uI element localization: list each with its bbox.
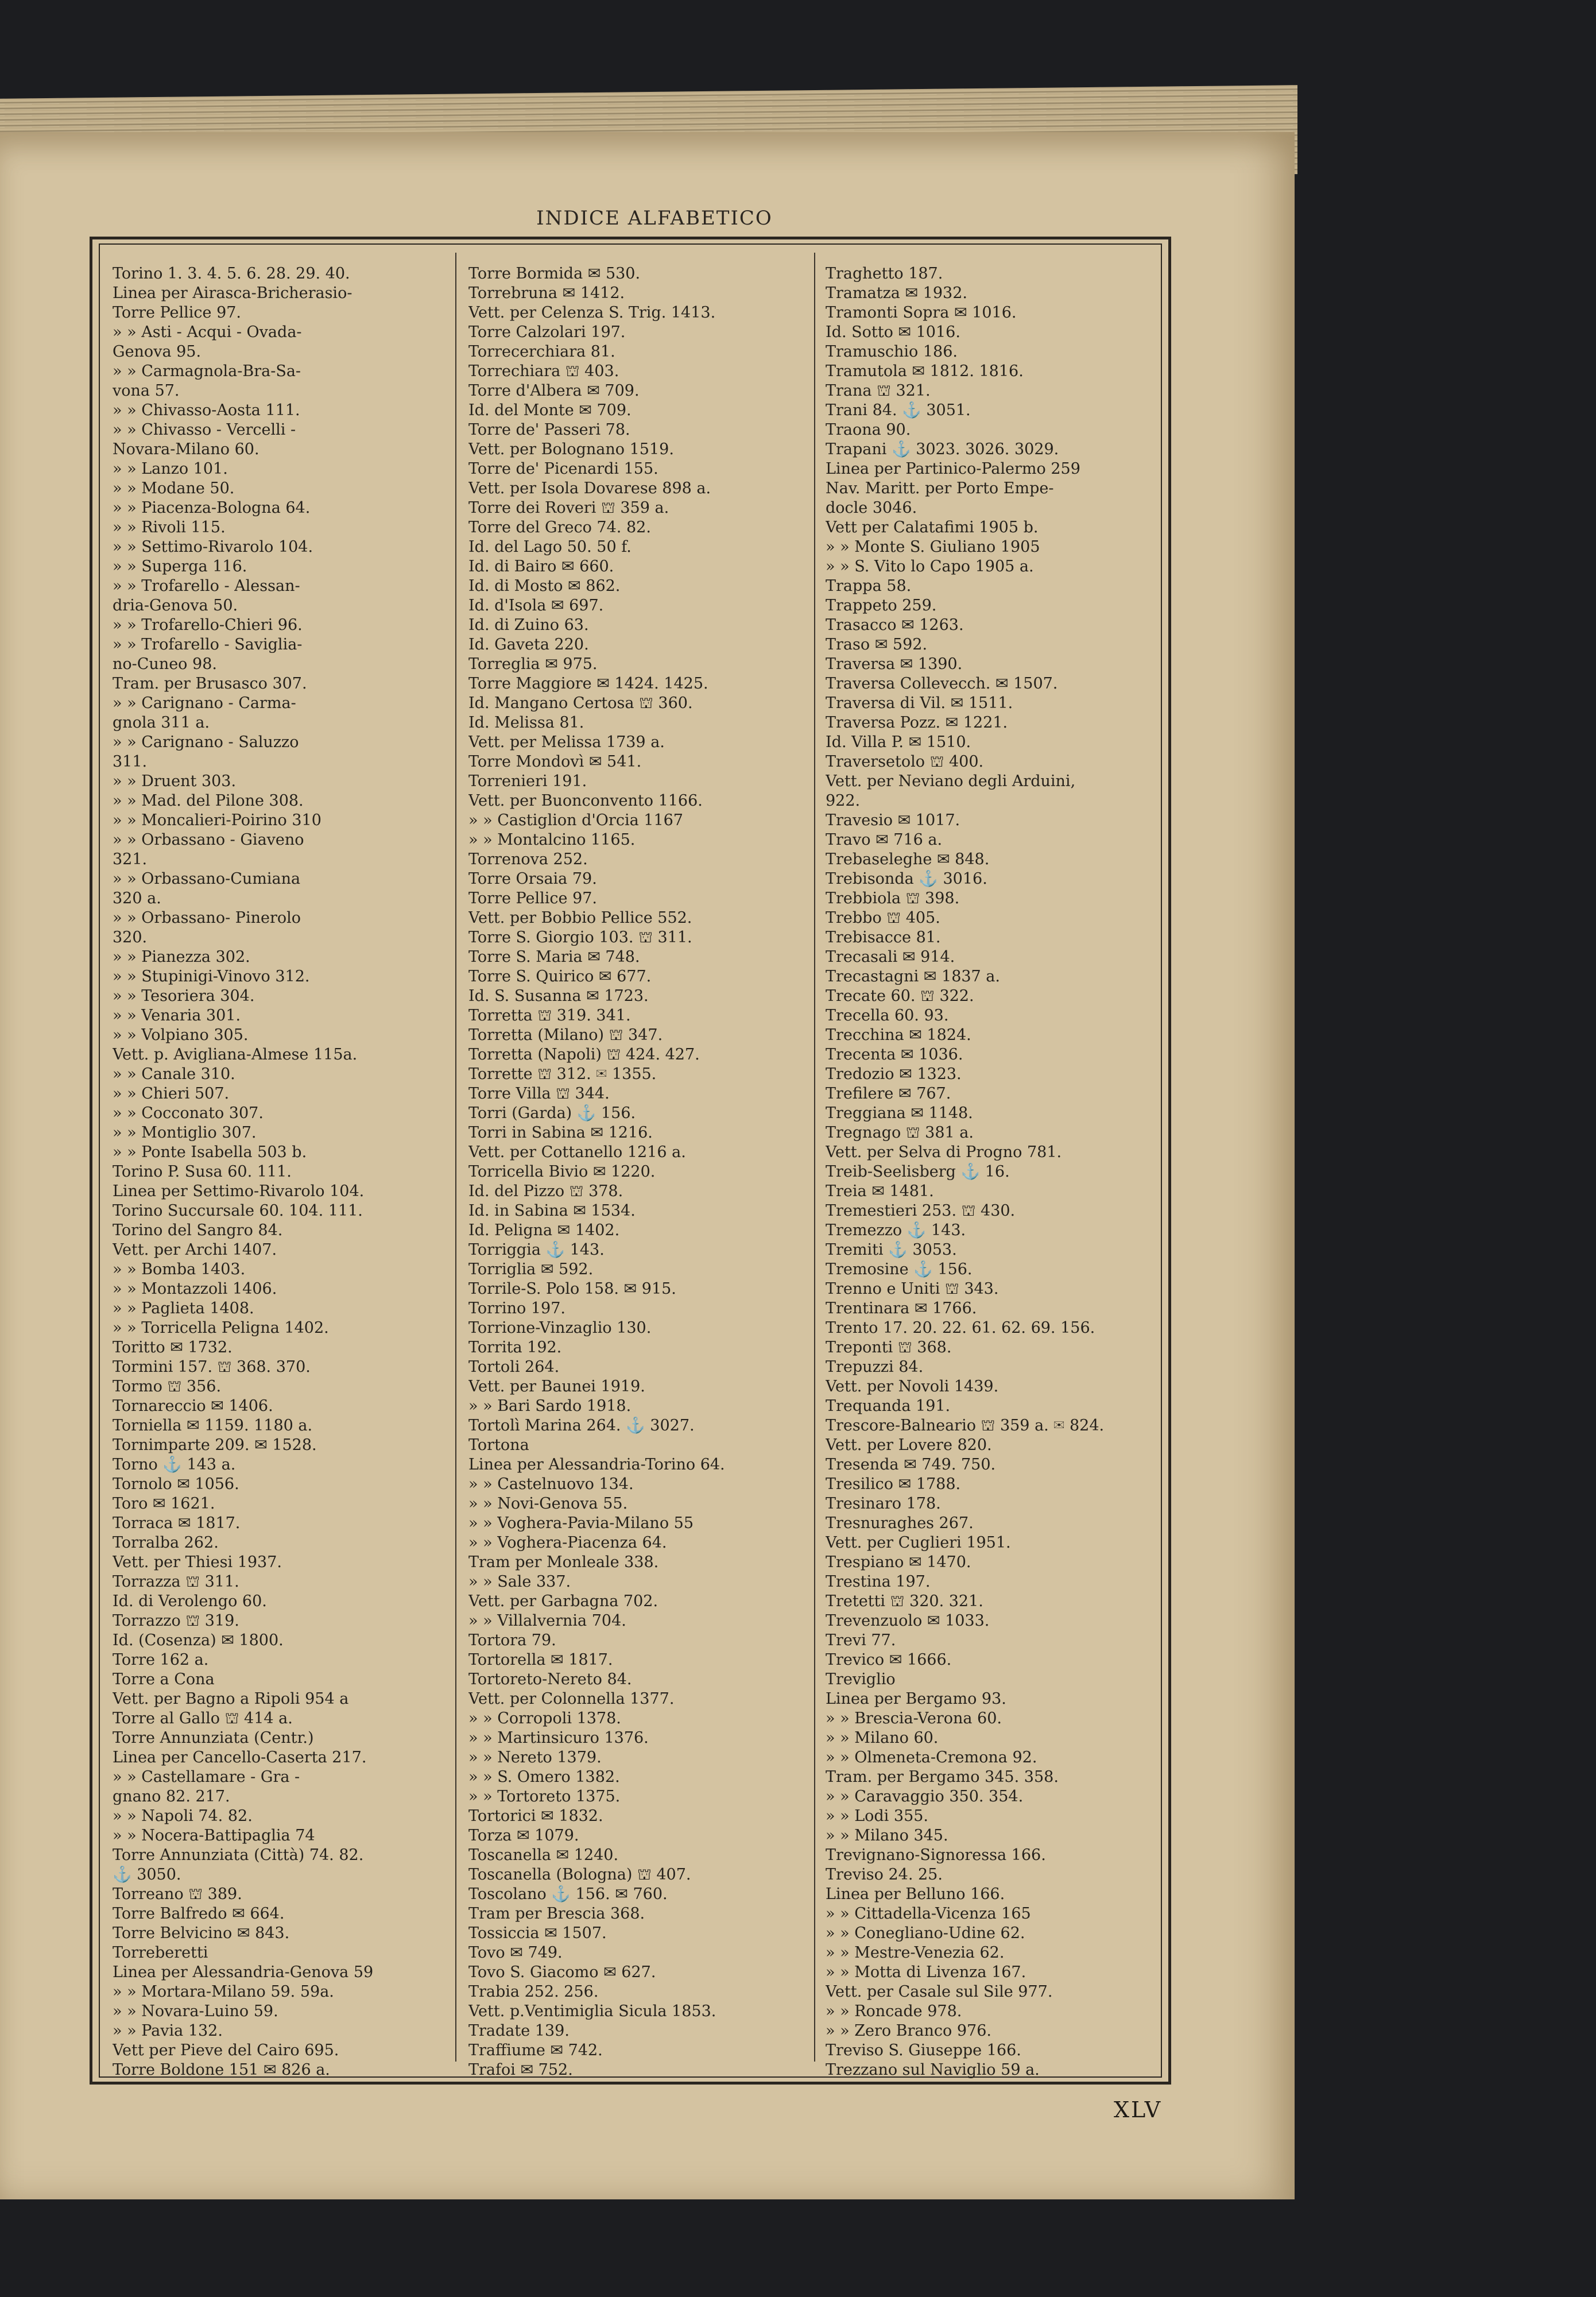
index-entry: » » Lanzo 101. <box>113 460 228 478</box>
index-entry: » » Voghera-Piacenza 64. <box>468 1534 667 1552</box>
index-entry: gnano 82. 217. <box>113 1788 230 1805</box>
index-entry: » » Tesoriera 304. <box>113 987 255 1005</box>
index-entry: Tramuschio 186. <box>826 343 958 361</box>
index-entry: » » Novara-Luino 59. <box>113 2002 278 2020</box>
index-entry: Linea per Alessandria-Torino 64. <box>468 1456 725 1474</box>
index-entry: » » Superga 116. <box>113 558 247 575</box>
index-entry: » » Motta di Livenza 167. <box>826 1963 1026 1981</box>
index-entry: Trequanda 191. <box>826 1397 951 1415</box>
index-entry: Torre del Greco 74. 82. <box>468 519 651 536</box>
index-entry: » » Monte S. Giuliano 1905 <box>826 538 1040 556</box>
index-entry: » » Mortara-Milano 59. 59a. <box>113 1983 334 2001</box>
index-entry: Tovo S. Giacomo ✉ 627. <box>468 1963 656 1981</box>
index-entry: » » Brescia-Verona 60. <box>826 1710 1002 1727</box>
index-column-1 <box>113 264 446 2080</box>
index-entry: » » Ponte Isabella 503 b. <box>113 1143 307 1161</box>
index-entry: » » Voghera-Pavia-Milano 55 <box>468 1514 694 1532</box>
index-entry: Trepuzzi 84. <box>826 1358 924 1376</box>
index-entry: Torre Pellice 97. <box>468 890 598 907</box>
index-entry: Tramonti Sopra ✉ 1016. <box>826 304 1017 322</box>
index-entry: Torre Balfredo ✉ 664. <box>113 1905 285 1923</box>
index-entry: Toscolano ⚓ 156. ✉ 760. <box>468 1885 668 1903</box>
index-entry: Torre Annunziata (Città) 74. 82. <box>113 1846 364 1864</box>
index-entry: Vett. per Selva di Progno 781. <box>826 1143 1062 1161</box>
index-entry: Tramatza ✉ 1932. <box>826 284 967 302</box>
index-entry: » » S. Vito lo Capo 1905 a. <box>826 558 1034 575</box>
index-entry: » » Cocconato 307. <box>113 1104 264 1122</box>
index-entry: Travo ✉ 716 a. <box>826 831 943 849</box>
index-entry: Treib-Seelisberg ⚓ 16. <box>826 1163 1010 1181</box>
index-entry: Id. del Pizzo ⛫ 378. <box>468 1182 623 1200</box>
index-entry: Torre Annunziata (Centr.) <box>113 1729 314 1747</box>
index-entry: Torreano ⛫ 389. <box>113 1885 242 1903</box>
index-entry: Vett per Pieve del Cairo 695. <box>113 2041 339 2059</box>
index-entry: Torre S. Giorgio 103. ⛫ 311. <box>468 929 692 946</box>
index-entry: Vett. per Garbagna 702. <box>468 1592 658 1610</box>
index-entry: » » Carignano - Carma- <box>113 694 296 712</box>
index-entry: Torrazzo ⛫ 319. <box>113 1612 239 1630</box>
index-entry: Traffiume ✉ 742. <box>468 2041 603 2059</box>
index-entry: Vett. per Novoli 1439. <box>826 1378 999 1395</box>
index-entry: Trecenta ✉ 1036. <box>826 1046 963 1064</box>
column-divider-1 <box>455 253 456 2062</box>
index-entry: Tornareccio ✉ 1406. <box>113 1397 273 1415</box>
index-entry: Trecate 60. ⛫ 322. <box>826 987 974 1005</box>
index-entry: Id. in Sabina ✉ 1534. <box>468 1202 636 1220</box>
index-entry: Torrenieri 191. <box>468 772 587 790</box>
index-entry: » » Rivoli 115. <box>113 519 226 536</box>
index-entry: » » Pavia 132. <box>113 2022 223 2040</box>
index-entry: Torrecerchiara 81. <box>468 343 615 361</box>
index-entry: Tortoli 264. <box>468 1358 560 1376</box>
index-entry: » » Orbassano- Pinerolo <box>113 909 301 927</box>
index-entry: » » Chieri 507. <box>113 1085 230 1103</box>
index-entry: Treggiana ✉ 1148. <box>826 1104 973 1122</box>
index-entry: Torri in Sabina ✉ 1216. <box>468 1124 653 1142</box>
index-entry: Tortora 79. <box>468 1631 556 1649</box>
index-entry: Traso ✉ 592. <box>826 636 928 653</box>
index-entry: Torreberetti <box>113 1944 208 1962</box>
index-entry: » » Tortoreto 1375. <box>468 1788 621 1805</box>
index-entry: Treviglio <box>826 1670 896 1688</box>
index-entry: Trana ⛫ 321. <box>826 382 931 400</box>
index-entry: Tramutola ✉ 1812. 1816. <box>826 362 1024 380</box>
index-entry: Id. Sotto ✉ 1016. <box>826 323 960 341</box>
index-entry: Id. di Verolengo 60. <box>113 1592 267 1610</box>
index-entry: » » Druent 303. <box>113 772 237 790</box>
index-entry: » » Montiglio 307. <box>113 1124 257 1142</box>
index-entry: Vett. p.Ventimiglia Sicula 1853. <box>468 2002 716 2020</box>
index-entry: Vett. per Baunei 1919. <box>468 1378 645 1395</box>
index-entry: Id. del Lago 50. 50 f. <box>468 538 632 556</box>
index-entry: Tresilico ✉ 1788. <box>826 1475 961 1493</box>
index-entry: Torre S. Maria ✉ 748. <box>468 948 640 966</box>
index-entry: » » Chivasso - Vercelli - <box>113 421 296 439</box>
index-entry: » » Venaria 301. <box>113 1007 241 1024</box>
index-entry: Traversa di Vil. ✉ 1511. <box>826 694 1013 712</box>
index-entry: » » Stupinigi-Vinovo 312. <box>113 968 310 985</box>
index-entry: Torino 1. 3. 4. 5. 6. 28. 29. 40. <box>113 265 350 283</box>
index-entry: Linea per Partinico-Palermo 259 <box>826 460 1080 478</box>
index-entry: Trevi 77. <box>826 1631 896 1649</box>
index-entry: Torre dei Roveri ⛫ 359 a. <box>468 499 669 517</box>
index-entry: » » Castiglion d'Orcia 1167 <box>468 811 683 829</box>
index-entry: » » S. Omero 1382. <box>468 1768 620 1786</box>
index-entry: Vett per Calatafimi 1905 b. <box>826 519 1039 536</box>
index-entry: Tortona <box>468 1436 529 1454</box>
index-entry: Id. Villa P. ✉ 1510. <box>826 733 971 751</box>
index-entry: Torretta (Milano) ⛫ 347. <box>468 1026 663 1044</box>
index-entry: Vett. per Bobbio Pellice 552. <box>468 909 692 927</box>
index-entry: Torre Belvicino ✉ 843. <box>113 1924 290 1942</box>
index-entry: Trecastagni ✉ 1837 a. <box>826 968 1000 985</box>
index-entry: Id. S. Susanna ✉ 1723. <box>468 987 649 1005</box>
index-entry: Tremezzo ⚓ 143. <box>826 1221 966 1239</box>
index-entry: Vett. per Cuglieri 1951. <box>826 1534 1011 1552</box>
index-entry: Vett. per Melissa 1739 a. <box>468 733 665 751</box>
index-entry: Trani 84. ⚓ 3051. <box>826 401 971 419</box>
index-entry: Vett. per Buonconvento 1166. <box>468 792 703 810</box>
index-column-3 <box>826 264 1159 2080</box>
index-entry: Trespiano ✉ 1470. <box>826 1553 971 1571</box>
index-entry: » » Nocera-Battipaglia 74 <box>113 1827 315 1844</box>
index-entry: » » Torricella Peligna 1402. <box>113 1319 329 1337</box>
index-entry: Vett. per Lovere 820. <box>826 1436 992 1454</box>
page-number: XLV <box>1114 2097 1163 2122</box>
index-entry: Trento 17. 20. 22. 61. 62. 69. 156. <box>826 1319 1095 1337</box>
index-entry: Torretta (Napoli) ⛫ 424. 427. <box>468 1046 700 1064</box>
index-entry: Trafoi ✉ 752. <box>468 2061 573 2079</box>
index-entry: Torino P. Susa 60. 111. <box>113 1163 292 1181</box>
index-entry: Torrita 192. <box>468 1339 562 1356</box>
index-entry: Torre Villa ⛫ 344. <box>468 1085 610 1103</box>
index-entry: Novara-Milano 60. <box>113 440 259 458</box>
index-entry: Linea per Settimo-Rivarolo 104. <box>113 1182 365 1200</box>
index-entry: » » Settimo-Rivarolo 104. <box>113 538 313 556</box>
index-entry: Vett. per Celenza S. Trig. 1413. <box>468 304 716 322</box>
index-entry: Trefilere ✉ 767. <box>826 1085 951 1103</box>
index-entry: Torre Orsaia 79. <box>468 870 597 888</box>
index-entry: » » Lodi 355. <box>826 1807 929 1825</box>
index-entry: Trebbiola ⛫ 398. <box>826 890 960 907</box>
index-entry: 321. <box>113 850 148 868</box>
index-entry: Tresenda ✉ 749. 750. <box>826 1456 996 1474</box>
index-entry: docle 3046. <box>826 499 917 517</box>
index-entry: » » Mestre-Venezia 62. <box>826 1944 1005 1962</box>
index-entry: Torri (Garda) ⚓ 156. <box>468 1104 636 1122</box>
index-entry: » » Montalcino 1165. <box>468 831 636 849</box>
index-entry: Id. Peligna ✉ 1402. <box>468 1221 620 1239</box>
index-entry: Trevico ✉ 1666. <box>826 1651 952 1669</box>
index-entry: » » Canale 310. <box>113 1065 235 1083</box>
index-entry: » » Conegliano-Udine 62. <box>826 1924 1025 1942</box>
index-entry: » » Cittadella-Vicenza 165 <box>826 1905 1031 1923</box>
index-entry: Tram. per Bergamo 345. 358. <box>826 1768 1059 1786</box>
index-entry: » » Carignano - Saluzzo <box>113 733 299 751</box>
index-entry: Id. Gaveta 220. <box>468 636 589 653</box>
index-entry: » » Carmagnola-Bra-Sa- <box>113 362 301 380</box>
index-entry: Tretetti ⛫ 320. 321. <box>826 1592 983 1610</box>
index-entry: Id. di Zuino 63. <box>468 616 589 634</box>
index-entry: » » Bomba 1403. <box>113 1260 246 1278</box>
index-entry: » » Mad. del Pilone 308. <box>113 792 304 810</box>
index-entry: » » Chivasso-Aosta 111. <box>113 401 300 419</box>
index-entry: Id. Mangano Certosa ⛫ 360. <box>468 694 693 712</box>
index-entry: Torre 162 a. <box>113 1651 209 1669</box>
index-entry: Trevignano-Signoressa 166. <box>826 1846 1046 1864</box>
index-entry: Trentinara ✉ 1766. <box>826 1300 977 1317</box>
index-entry: Traversa Collevecch. ✉ 1507. <box>826 675 1058 693</box>
index-entry: » » Volpiano 305. <box>113 1026 249 1044</box>
index-entry: Trezzano sul Naviglio 59 a. <box>826 2061 1040 2079</box>
index-entry: Tortoreto-Nereto 84. <box>468 1670 632 1688</box>
index-entry: Torretta ⛫ 319. 341. <box>468 1007 631 1024</box>
index-entry: Torraca ✉ 1817. <box>113 1514 241 1532</box>
index-entry: Torre Pellice 97. <box>113 304 242 322</box>
index-entry: Traona 90. <box>826 421 911 439</box>
index-entry: Id. Melissa 81. <box>468 714 584 732</box>
index-entry: Vett. per Archi 1407. <box>113 1241 277 1259</box>
index-entry: 922. <box>826 792 861 810</box>
index-entry: » » Villalvernia 704. <box>468 1612 626 1630</box>
index-entry: » » Milano 60. <box>826 1729 939 1747</box>
index-entry: Trecella 60. 93. <box>826 1007 949 1024</box>
index-entry: Treponti ⛫ 368. <box>826 1339 952 1356</box>
index-entry: Treviso S. Giuseppe 166. <box>826 2041 1021 2059</box>
index-entry: Tradate 139. <box>468 2022 570 2040</box>
index-entry: » » Modane 50. <box>113 479 235 497</box>
index-entry: Treviso 24. 25. <box>826 1866 943 1884</box>
index-entry: Traversa Pozz. ✉ 1221. <box>826 714 1008 732</box>
index-entry: Tregnago ⛫ 381 a. <box>826 1124 974 1142</box>
index-entry: Tornolo ✉ 1056. <box>113 1475 239 1493</box>
index-entry: Torre Maggiore ✉ 1424. 1425. <box>468 675 708 693</box>
index-entry: Id. del Monte ✉ 709. <box>468 401 632 419</box>
index-entry: Trebbo ⛫ 405. <box>826 909 940 927</box>
index-entry: Torrechiara ⛫ 403. <box>468 362 619 380</box>
index-entry: Trestina 197. <box>826 1573 931 1591</box>
index-entry: Traversa ✉ 1390. <box>826 655 963 673</box>
index-entry: » » Bari Sardo 1918. <box>468 1397 632 1415</box>
index-entry: Trasacco ✉ 1263. <box>826 616 964 634</box>
index-entry: » » Olmeneta-Cremona 92. <box>826 1749 1037 1766</box>
index-entry: Torrazza ⛫ 311. <box>113 1573 239 1591</box>
index-entry: Tortorici ✉ 1832. <box>468 1807 603 1825</box>
index-entry: Toritto ✉ 1732. <box>113 1339 233 1356</box>
index-entry: Torno ⚓ 143 a. <box>113 1456 236 1474</box>
index-entry: Torre S. Quirico ✉ 677. <box>468 968 652 985</box>
index-entry: Toscanella ✉ 1240. <box>468 1846 619 1864</box>
index-entry: Linea per Belluno 166. <box>826 1885 1005 1903</box>
index-entry: Torre d'Albera ✉ 709. <box>468 382 640 400</box>
index-entry: Torriggia ⚓ 143. <box>468 1241 605 1259</box>
index-entry: Id. di Bairo ✉ 660. <box>468 558 614 575</box>
index-entry: Torre al Gallo ⛫ 414 a. <box>113 1710 293 1727</box>
index-entry: Torriglia ✉ 592. <box>468 1260 594 1278</box>
index-entry: » » Orbassano - Giaveno <box>113 831 304 849</box>
index-entry: Treia ✉ 1481. <box>826 1182 934 1200</box>
index-entry: Torricella Bivio ✉ 1220. <box>468 1163 656 1181</box>
index-entry: Tremosine ⚓ 156. <box>826 1260 973 1278</box>
index-entry: Nav. Maritt. per Porto Empe- <box>826 479 1054 497</box>
index-entry: vona 57. <box>113 382 180 400</box>
index-entry: Torre Calzolari 197. <box>468 323 626 341</box>
index-entry: » » Napoli 74. 82. <box>113 1807 253 1825</box>
index-entry: Tossiccia ✉ 1507. <box>468 1924 607 1942</box>
index-entry: Genova 95. <box>113 343 202 361</box>
index-entry: Vett. per Casale sul Sile 977. <box>826 1983 1053 2001</box>
index-column-2 <box>468 264 801 2080</box>
index-entry: Vett. p. Avigliana-Almese 115a. <box>113 1046 358 1064</box>
index-entry: Tortorella ✉ 1817. <box>468 1651 613 1669</box>
index-entry: Tormo ⛫ 356. <box>113 1378 222 1395</box>
index-entry: Torre Boldone 151 ✉ 826 a. <box>113 2061 330 2079</box>
index-entry: Torniella ✉ 1159. 1180 a. <box>113 1417 313 1434</box>
index-entry: Vett. per Cottanello 1216 a. <box>468 1143 686 1161</box>
index-entry: Travesio ✉ 1017. <box>826 811 960 829</box>
index-entry: Torino del Sangro 84. <box>113 1221 283 1239</box>
index-entry: Trebaseleghe ✉ 848. <box>826 850 990 868</box>
index-entry: Torre a Cona <box>113 1670 215 1688</box>
index-entry: » » Castelnuovo 134. <box>468 1475 634 1493</box>
index-entry: Linea per Cancello-Caserta 217. <box>113 1749 367 1766</box>
index-entry: » » Milano 345. <box>826 1827 948 1844</box>
index-entry: Torrino 197. <box>468 1300 565 1317</box>
index-entry: » » Novi-Genova 55. <box>468 1495 628 1513</box>
index-entry: » » Pianezza 302. <box>113 948 250 966</box>
index-entry: Torza ✉ 1079. <box>468 1827 579 1844</box>
index-entry: Tresnuraghes 267. <box>826 1514 974 1532</box>
index-entry: Trabia 252. 256. <box>468 1983 599 2001</box>
index-entry: Tram. per Brusasco 307. <box>113 675 307 693</box>
index-entry: Tram per Monleale 338. <box>468 1553 659 1571</box>
index-entry: Trebisonda ⚓ 3016. <box>826 870 987 888</box>
index-entry: » » Moncalieri-Poirino 310 <box>113 811 321 829</box>
index-entry: Vett. per Colonnella 1377. <box>468 1690 675 1708</box>
index-entry: » » Orbassano-Cumiana <box>113 870 301 888</box>
index-entry: Trappeto 259. <box>826 597 937 614</box>
index-entry: Id. (Cosenza) ✉ 1800. <box>113 1631 284 1649</box>
index-entry: » » Nereto 1379. <box>468 1749 602 1766</box>
page-title: INDICE ALFABETICO <box>536 207 773 230</box>
index-entry: 320 a. <box>113 890 161 907</box>
index-entry: Torrione-Vinzaglio 130. <box>468 1319 652 1337</box>
index-entry: Trescore-Balneario ⛫ 359 a. ✉ 824. <box>826 1417 1105 1434</box>
index-entry: gnola 311 a. <box>113 714 210 732</box>
index-entry: Vett. per Neviano degli Arduini, <box>826 772 1076 790</box>
index-entry: » » Piacenza-Bologna 64. <box>113 499 311 517</box>
index-entry: Vett. per Bagno a Ripoli 954 a <box>113 1690 349 1708</box>
index-entry: Vett. per Bolognano 1519. <box>468 440 674 458</box>
index-entry: Tovo ✉ 749. <box>468 1944 563 1962</box>
index-entry: Torrile-S. Polo 158. ✉ 915. <box>468 1280 676 1298</box>
index-entry: Id. d'Isola ✉ 697. <box>468 597 604 614</box>
index-entry: no-Cuneo 98. <box>113 655 217 673</box>
index-entry: » » Castellamare - Gra - <box>113 1768 300 1786</box>
index-entry: Torre Mondovì ✉ 541. <box>468 753 642 771</box>
index-entry: Tortolì Marina 264. ⚓ 3027. <box>468 1417 695 1434</box>
index-entry: Tremiti ⚓ 3053. <box>826 1241 957 1259</box>
index-entry: Trecasali ✉ 914. <box>826 948 955 966</box>
index-entry: Trevenzuolo ✉ 1033. <box>826 1612 990 1630</box>
index-entry: Traversetolo ⛫ 400. <box>826 753 984 771</box>
index-entry: Tormini 157. ⛫ 368. 370. <box>113 1358 311 1376</box>
index-entry: Torrette ⛫ 312. ✉ 1355. <box>468 1065 657 1083</box>
index-entry: » » Zero Branco 976. <box>826 2022 991 2040</box>
column-divider-2 <box>814 253 815 2062</box>
index-entry: » » Corropoli 1378. <box>468 1710 621 1727</box>
index-entry: ⚓ 3050. <box>113 1866 181 1884</box>
index-entry: Toro ✉ 1621. <box>113 1495 215 1513</box>
index-entry: » » Trofarello-Chieri 96. <box>113 616 303 634</box>
index-entry: dria-Genova 50. <box>113 597 238 614</box>
index-entry: » » Trofarello - Alessan- <box>113 577 300 595</box>
index-entry: Trebisacce 81. <box>826 929 941 946</box>
index-entry: Tornimparte 209. ✉ 1528. <box>113 1436 317 1454</box>
index-entry: Id. di Mosto ✉ 862. <box>468 577 621 595</box>
index-entry: Torreglia ✉ 975. <box>468 655 598 673</box>
index-entry: » » Roncade 978. <box>826 2002 962 2020</box>
index-entry: Torrenova 252. <box>468 850 588 868</box>
index-entry: » » Caravaggio 350. 354. <box>826 1788 1024 1805</box>
index-entry: Vett. per Thiesi 1937. <box>113 1553 282 1571</box>
index-entry: » » Sale 337. <box>468 1573 571 1591</box>
index-entry: Torrebruna ✉ 1412. <box>468 284 625 302</box>
index-entry: Torino Succursale 60. 104. 111. <box>113 1202 363 1220</box>
index-entry: Toscanella (Bologna) ⛫ 407. <box>468 1866 691 1884</box>
index-entry: Trecchina ✉ 1824. <box>826 1026 971 1044</box>
index-entry: Traghetto 187. <box>826 265 943 283</box>
index-entry: » » Asti - Acqui - Ovada- <box>113 323 302 341</box>
index-entry: Tremestieri 253. ⛫ 430. <box>826 1202 1016 1220</box>
index-entry: Torre Bormida ✉ 530. <box>468 265 641 283</box>
index-entry: Torralba 262. <box>113 1534 219 1552</box>
index-entry: Vett. per Isola Dovarese 898 a. <box>468 479 711 497</box>
index-entry: Trapani ⚓ 3023. 3026. 3029. <box>826 440 1059 458</box>
index-entry: » » Trofarello - Saviglia- <box>113 636 303 653</box>
index-entry: Linea per Airasca-Bricherasio- <box>113 284 352 302</box>
index-entry: Tram per Brescia 368. <box>468 1905 645 1923</box>
index-entry: 320. <box>113 929 148 946</box>
index-entry: Linea per Bergamo 93. <box>826 1690 1006 1708</box>
index-entry: Trenno e Uniti ⛫ 343. <box>826 1280 999 1298</box>
index-entry: » » Martinsicuro 1376. <box>468 1729 649 1747</box>
index-entry: Linea per Alessandria-Genova 59 <box>113 1963 374 1981</box>
index-entry: » » Montazzoli 1406. <box>113 1280 277 1298</box>
index-entry: Tredozio ✉ 1323. <box>826 1065 962 1083</box>
index-entry: Torre de' Passeri 78. <box>468 421 630 439</box>
index-entry: Trappa 58. <box>826 577 912 595</box>
index-entry: Tresinaro 178. <box>826 1495 941 1513</box>
index-entry: » » Paglieta 1408. <box>113 1300 254 1317</box>
index-entry: Torre de' Picenardi 155. <box>468 460 658 478</box>
index-entry: 311. <box>113 753 148 771</box>
